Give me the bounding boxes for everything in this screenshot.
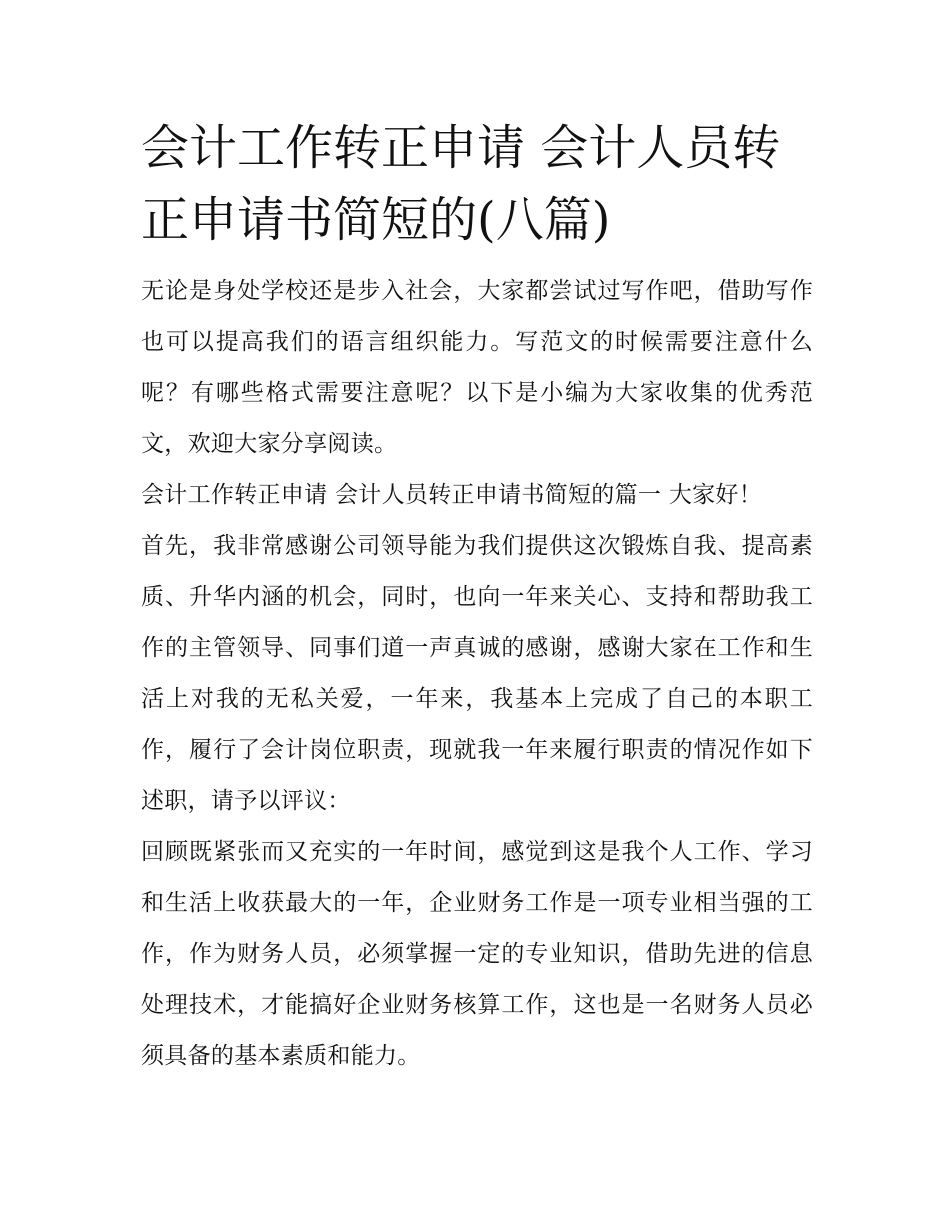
document-title: 会计工作转正申请 会计人员转正申请书简短的(八篇) [141,120,781,248]
document-content [141,112,813,1082]
paragraph-greeting: 会计工作转正申请 会计人员转正申请书简短的篇一 大家好！ [141,482,763,508]
document-body [141,266,813,1082]
paragraph-review: 回顾既紧张而又充实的一年时间，感觉到这是我个人工作、学习和生活上收获最大的一年，企业财务工作是一项专业相当强的工作，作为财务人员，必须掌握一定的专业知识，借助先进的信息处理技术，才能搞好企业财务核算工作，这也是一名财务人员必须具备的基本素质和能力。 [141,839,813,1069]
paragraph-intro: 无论是身处学校还是步入社会，大家都尝试过写作吧，借助写作也可以提高我们的语言组织能力。写范文的时候需要注意什么呢？有哪些格式需要注意呢？以下是小编为大家收集的优秀范文，欢迎大家分享阅读。 [141,278,813,457]
paragraph-thanks: 首先，我非常感谢公司领导能为我们提供这次锻炼自我、提高素质、升华内涵的机会，同时，也向一年来关心、支持和帮助我工作的主管领导、同事们道一声真诚的感谢，感谢大家在工作和生活上对我的无私关爱，一年来，我基本上完成了自己的本职工作，履行了会计岗位职责，现就我一年来履行职责的情况作如下述职，请予以评议： [141,533,813,814]
